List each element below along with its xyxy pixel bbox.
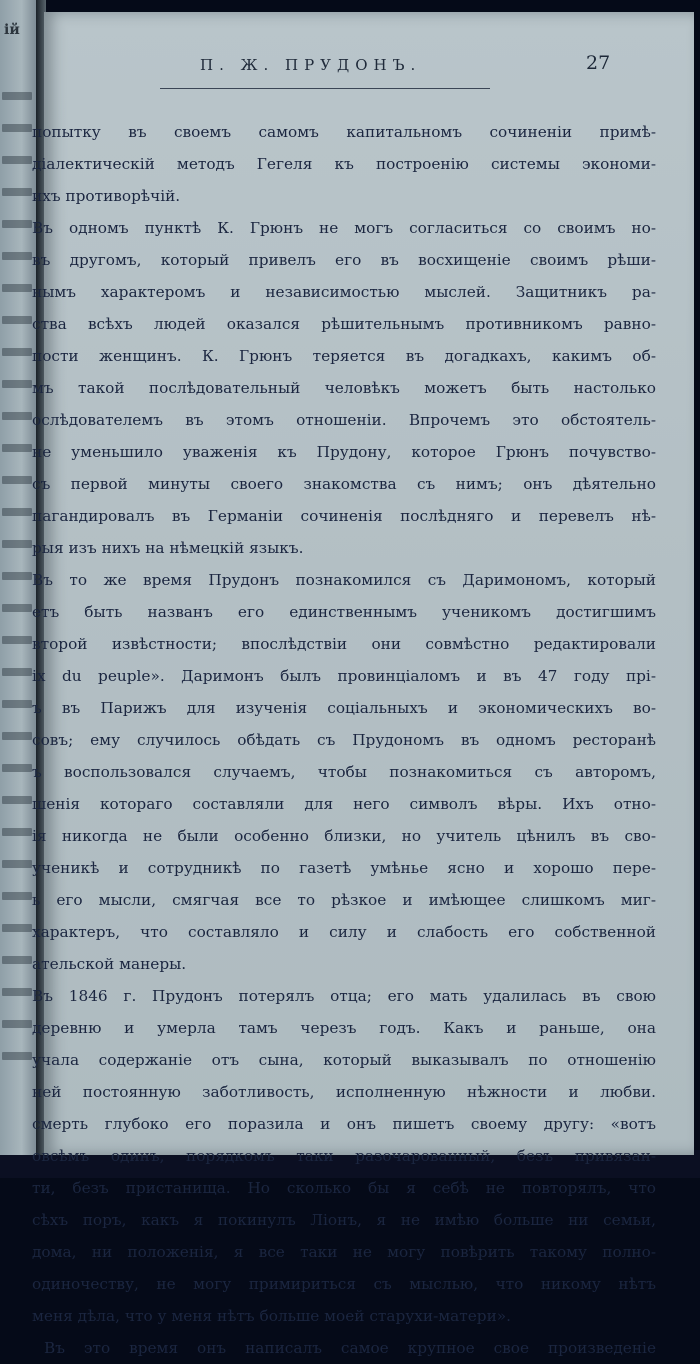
text-line: ательской манеры.	[32, 955, 187, 973]
facing-page-text-fragment	[2, 764, 32, 772]
text-line: дома, ни положенія, я все таки не могу повѣрить такому полно-	[32, 1243, 656, 1261]
text-line: не уменьшило уваженія къ Прудону, которое Грюнъ почувство-	[32, 443, 656, 461]
text-line: учала содержаніе отъ сына, который выказывалъ по отношенію	[32, 1051, 656, 1069]
text-line: ученикѣ и сотрудникѣ по газетѣ умѣнье ясно и хорошо пере-	[32, 859, 656, 877]
text-line: характеръ, что составляло и силу и слабость его собственной	[32, 923, 656, 941]
facing-page-text-fragment	[2, 188, 32, 196]
text-line: діалектическій методъ Гегеля къ построенію системы экономи-	[32, 155, 656, 173]
facing-page-text-fragment	[2, 156, 32, 164]
text-line: Въ одномъ пунктѣ К. Грюнъ не могъ согласиться со своимъ но-	[32, 219, 656, 237]
text-line: шенія котораго составляли для него символъ вѣры. Ихъ отно-	[32, 795, 656, 813]
facing-page-text-fragment	[2, 572, 32, 580]
text-line: смерть глубоко его поразила и онъ пишетъ своему другу: «вотъ	[32, 1115, 656, 1133]
text-line: Въ это время онъ написалъ самое крупное свое произведеніе	[44, 1339, 656, 1357]
facing-page-text-fragment	[2, 124, 32, 132]
text-line: овсѣмъ одинъ, порядкомъ таки разочарованный, безъ привязан-	[32, 1147, 656, 1165]
text-line: етъ быть названъ его единственнымъ ученикомъ достигшимъ	[32, 603, 656, 621]
facing-page-text-fragment	[2, 732, 32, 740]
text-line: съ первой минуты своего знакомства съ нимъ; онъ дѣятельно	[32, 475, 656, 493]
text-line: ней постоянную заботливость, исполненную нѣжности и любви.	[32, 1083, 656, 1101]
text-line: ъ въ Парижъ для изученія соціальныхъ и экономическихъ во-	[32, 699, 656, 717]
facing-page-text-fragment	[2, 412, 32, 420]
facing-page-text-fragment	[2, 828, 32, 836]
text-line: Въ 1846 г. Прудонъ потерялъ отца; его мать удалилась въ свою	[32, 987, 656, 1005]
facing-page-text-fragment	[2, 444, 32, 452]
text-line: ихъ противорѣчій.	[32, 187, 181, 205]
text-line: ослѣдователемъ въ этомъ отношеніи. Впрочемъ это обстоятель-	[32, 411, 656, 429]
text-line: одиночеству, не могу примириться съ мыслью, что никому нѣтъ	[32, 1275, 656, 1293]
text-line: пагандировалъ въ Германіи сочиненія послѣдняго и перевелъ нѣ-	[32, 507, 656, 525]
facing-page-text-fragment	[2, 924, 32, 932]
facing-page-text-fragment	[2, 1020, 32, 1028]
facing-page-text-fragment	[2, 796, 32, 804]
facing-page-text-fragment	[2, 348, 32, 356]
text-line: ти, безъ пристанища. Но сколько бы я себѣ не повторялъ, что	[32, 1179, 656, 1197]
facing-page-text-fragment	[2, 860, 32, 868]
text-line: ія никогда не были особенно близки, но учитель цѣнилъ въ сво-	[32, 827, 656, 845]
text-line: ix du peuple». Даримонъ былъ провинціаломъ и въ 47 году прі-	[32, 667, 656, 685]
body-text	[32, 116, 656, 1364]
header-rule	[160, 88, 490, 89]
text-line: деревню и умерла тамъ черезъ годъ. Какъ и раньше, она	[32, 1019, 656, 1037]
facing-page-text-fragment	[2, 284, 32, 292]
facing-page-text-fragment	[2, 220, 32, 228]
text-line: пости женщинъ. К. Грюнъ теряется въ догадкахъ, какимъ об-	[32, 347, 656, 365]
facing-page-text-fragment	[2, 252, 32, 260]
facing-page-text-fragment	[2, 604, 32, 612]
book-page	[32, 12, 694, 1357]
text-line: нымъ характеромъ и независимостью мыслей. Защитникъ ра-	[32, 283, 656, 301]
facing-page-text-fragment	[2, 892, 32, 900]
text-line: рыя изъ нихъ на нѣмецкій языкъ.	[32, 539, 304, 557]
facing-page-text-fragment	[2, 956, 32, 964]
facing-page-text-fragment	[2, 668, 32, 676]
text-line: Въ то же время Прудонъ познакомился съ Даримономъ, который	[32, 571, 656, 589]
text-line: мъ такой послѣдовательный человѣкъ можетъ быть настолько	[32, 379, 656, 397]
text-line: попытку въ своемъ самомъ капитальномъ сочиненіи примѣ-	[32, 123, 656, 141]
page-number: 27	[586, 52, 611, 74]
page-header	[44, 52, 694, 96]
facing-page-text-fragment	[2, 700, 32, 708]
facing-page-text-fragment	[2, 476, 32, 484]
running-title: П. Ж. ПРУДОНЪ.	[200, 56, 422, 74]
facing-page-fragment: ій	[4, 22, 20, 38]
text-line: второй извѣстности; впослѣдствіи они совмѣстно редактировали	[32, 635, 656, 653]
facing-page-text-fragment	[2, 508, 32, 516]
text-line: ъ воспользовался случаемъ, чтобы познакомиться съ авторомъ,	[32, 763, 656, 781]
facing-page-text-fragment	[2, 988, 32, 996]
facing-page-edge	[0, 0, 36, 1155]
facing-page-text-fragment	[2, 1052, 32, 1060]
text-line: въ другомъ, который привелъ его въ восхищеніе своимъ рѣши-	[32, 251, 656, 269]
facing-page-text-fragment	[2, 540, 32, 548]
text-line: меня дѣла, что у меня нѣтъ больше моей старухи-матери».	[32, 1307, 512, 1325]
text-line: ь его мысли, смягчая все то рѣзкое и имѣющее слишкомъ миг-	[32, 891, 656, 909]
facing-page-text-fragment	[2, 92, 32, 100]
text-line: совъ; ему случилось обѣдать съ Прудономъ въ одномъ ресторанѣ	[32, 731, 656, 749]
facing-page-text-fragment	[2, 316, 32, 324]
facing-page-text-fragment	[2, 636, 32, 644]
facing-page-text-fragment	[2, 380, 32, 388]
text-line: ства всѣхъ людей оказался рѣшительнымъ противникомъ равно-	[32, 315, 656, 333]
text-line: сѣхъ поръ, какъ я покинулъ Ліонъ, я не имѣю больше ни семьи,	[32, 1211, 656, 1229]
